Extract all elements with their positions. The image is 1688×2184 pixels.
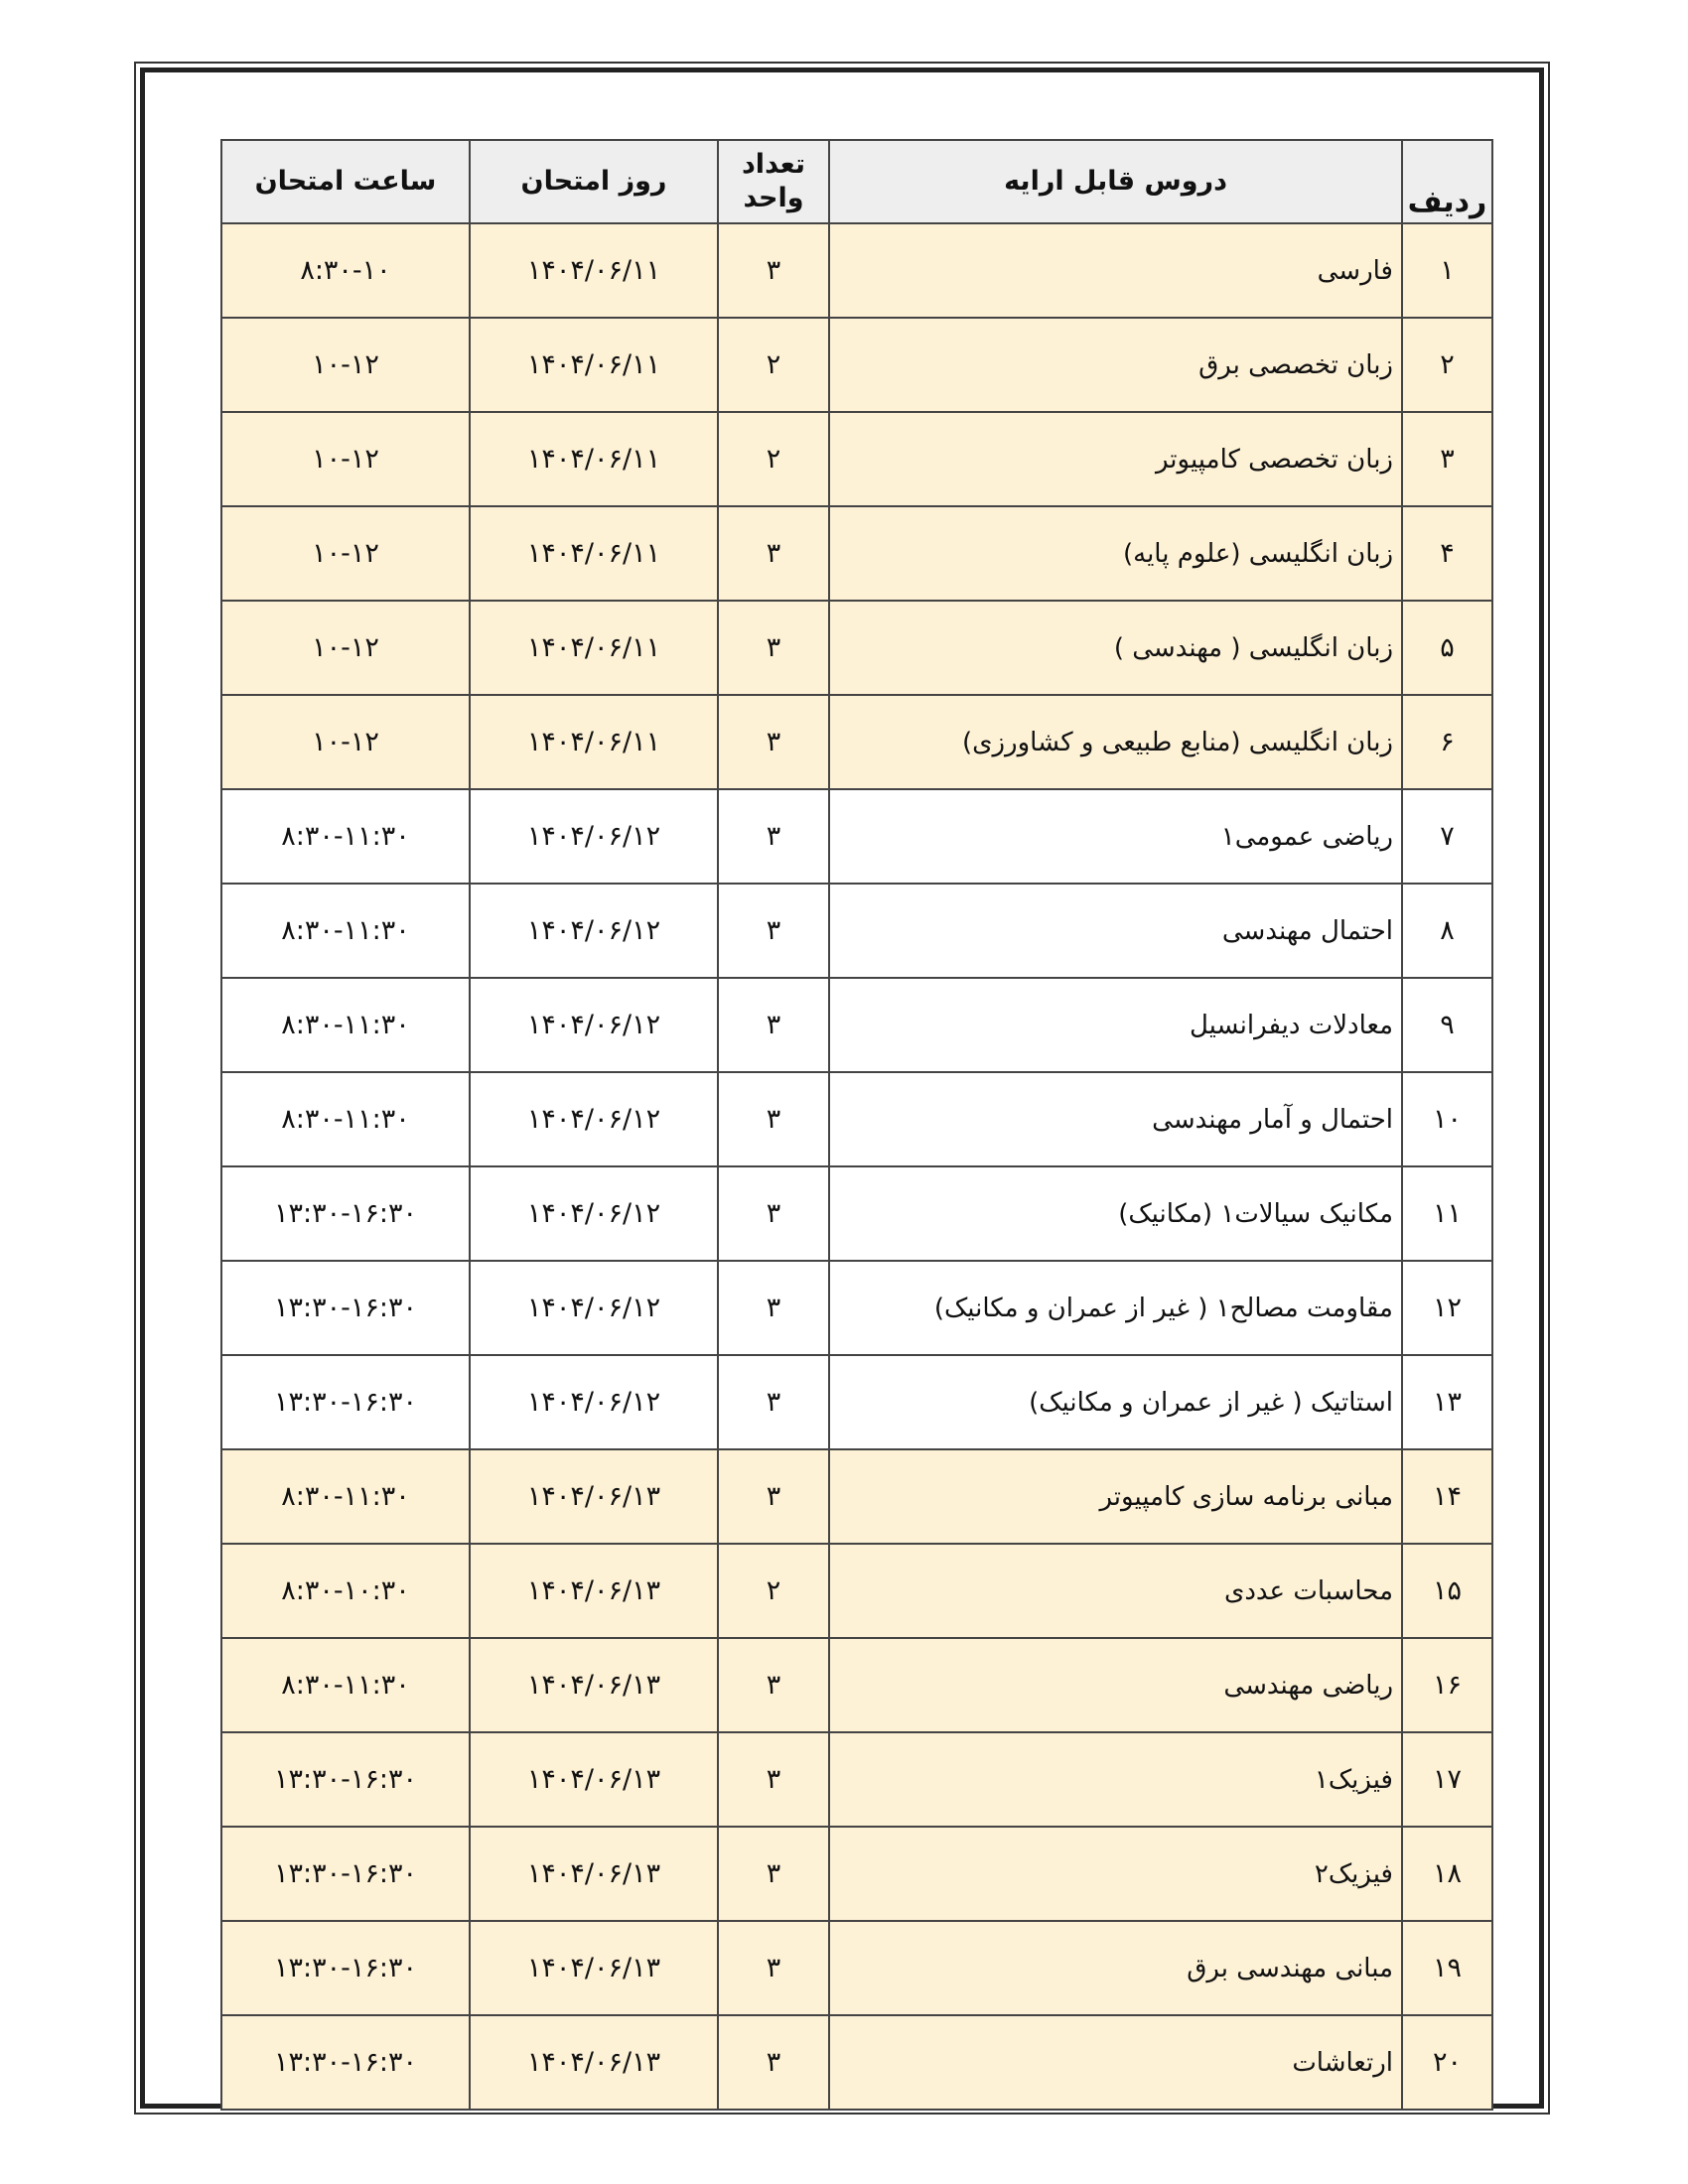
cell-exam-day: ۱۴۰۴/۰۶/۱۱ <box>470 695 718 789</box>
header-exam-day: روز امتحان <box>470 140 718 223</box>
table-row <box>221 1072 1492 1166</box>
cell-exam-time: ۱۳:۳۰-۱۶:۳۰ <box>221 1827 470 1921</box>
cell-course-title: احتمال مهندسی <box>829 884 1402 978</box>
table-row <box>221 223 1492 318</box>
cell-exam-time: ۸:۳۰-۱۱:۳۰ <box>221 978 470 1072</box>
cell-exam-day: ۱۴۰۴/۰۶/۱۲ <box>470 884 718 978</box>
cell-units: ۳ <box>718 1072 829 1166</box>
cell-units: ۳ <box>718 1827 829 1921</box>
cell-exam-day: ۱۴۰۴/۰۶/۱۲ <box>470 1355 718 1449</box>
cell-row-number: ۱۵ <box>1402 1544 1492 1638</box>
cell-course-title: مکانیک سیالات۱ (مکانیک) <box>829 1166 1402 1261</box>
cell-exam-day: ۱۴۰۴/۰۶/۱۲ <box>470 1166 718 1261</box>
cell-course-title: زبان انگلیسی (منابع طبیعی و کشاورزی) <box>829 695 1402 789</box>
cell-row-number: ۱۶ <box>1402 1638 1492 1732</box>
cell-units: ۳ <box>718 601 829 695</box>
table-row <box>221 1638 1492 1732</box>
cell-course-title: مقاومت مصالح۱ ( غیر از عمران و مکانیک) <box>829 1261 1402 1355</box>
cell-exam-day: ۱۴۰۴/۰۶/۱۱ <box>470 412 718 506</box>
cell-units: ۳ <box>718 506 829 601</box>
cell-exam-time: ۱۰-۱۲ <box>221 412 470 506</box>
cell-row-number: ۱۹ <box>1402 1921 1492 2015</box>
cell-exam-time: ۱۰-۱۲ <box>221 318 470 412</box>
cell-exam-time: ۸:۳۰-۱۱:۳۰ <box>221 789 470 884</box>
cell-course-title: فیزیک۲ <box>829 1827 1402 1921</box>
header-row-number: ردیف <box>1402 140 1492 223</box>
cell-exam-time: ۱۳:۳۰-۱۶:۳۰ <box>221 2015 470 2110</box>
cell-exam-day: ۱۴۰۴/۰۶/۱۱ <box>470 223 718 318</box>
cell-row-number: ۴ <box>1402 506 1492 601</box>
table-row <box>221 1449 1492 1544</box>
cell-exam-day: ۱۴۰۴/۰۶/۱۳ <box>470 1921 718 2015</box>
cell-course-title: استاتیک ( غیر از عمران و مکانیک) <box>829 1355 1402 1449</box>
table-row <box>221 1732 1492 1827</box>
cell-row-number: ۶ <box>1402 695 1492 789</box>
cell-exam-day: ۱۴۰۴/۰۶/۱۲ <box>470 1072 718 1166</box>
cell-course-title: احتمال و آمار مهندسی <box>829 1072 1402 1166</box>
cell-exam-time: ۸:۳۰-۱۰ <box>221 223 470 318</box>
cell-row-number: ۲ <box>1402 318 1492 412</box>
table-row <box>221 412 1492 506</box>
cell-units: ۳ <box>718 1921 829 2015</box>
cell-units: ۳ <box>718 1449 829 1544</box>
cell-row-number: ۱۱ <box>1402 1166 1492 1261</box>
table-row <box>221 601 1492 695</box>
cell-exam-day: ۱۴۰۴/۰۶/۱۳ <box>470 1732 718 1827</box>
cell-exam-time: ۸:۳۰-۱۱:۳۰ <box>221 1638 470 1732</box>
cell-row-number: ۵ <box>1402 601 1492 695</box>
cell-exam-day: ۱۴۰۴/۰۶/۱۳ <box>470 2015 718 2110</box>
table-row <box>221 1261 1492 1355</box>
table-row <box>221 695 1492 789</box>
cell-course-title: ریاضی مهندسی <box>829 1638 1402 1732</box>
cell-row-number: ۱۳ <box>1402 1355 1492 1449</box>
cell-units: ۳ <box>718 1166 829 1261</box>
table-header-row <box>221 140 1492 223</box>
cell-exam-day: ۱۴۰۴/۰۶/۱۳ <box>470 1449 718 1544</box>
cell-row-number: ۱۷ <box>1402 1732 1492 1827</box>
table-row <box>221 978 1492 1072</box>
table-row <box>221 318 1492 412</box>
cell-row-number: ۱۴ <box>1402 1449 1492 1544</box>
cell-exam-time: ۱۰-۱۲ <box>221 601 470 695</box>
table-row <box>221 1544 1492 1638</box>
cell-units: ۳ <box>718 695 829 789</box>
cell-units: ۳ <box>718 884 829 978</box>
table-row <box>221 1166 1492 1261</box>
cell-exam-day: ۱۴۰۴/۰۶/۱۱ <box>470 601 718 695</box>
table-row <box>221 789 1492 884</box>
cell-row-number: ۷ <box>1402 789 1492 884</box>
cell-units: ۳ <box>718 1261 829 1355</box>
cell-course-title: ارتعاشات <box>829 2015 1402 2110</box>
cell-course-title: زبان انگلیسی ( مهندسی ) <box>829 601 1402 695</box>
table-row <box>221 884 1492 978</box>
cell-row-number: ۱ <box>1402 223 1492 318</box>
cell-units: ۳ <box>718 223 829 318</box>
header-units: تعداد واحد <box>718 140 829 223</box>
cell-exam-day: ۱۴۰۴/۰۶/۱۱ <box>470 506 718 601</box>
cell-units: ۳ <box>718 1732 829 1827</box>
cell-row-number: ۸ <box>1402 884 1492 978</box>
cell-row-number: ۳ <box>1402 412 1492 506</box>
cell-course-title: زبان انگلیسی (علوم پایه) <box>829 506 1402 601</box>
cell-course-title: مبانی برنامه سازی کامپیوتر <box>829 1449 1402 1544</box>
cell-units: ۳ <box>718 1638 829 1732</box>
table-body <box>221 223 1492 2110</box>
cell-exam-time: ۱۰-۱۲ <box>221 695 470 789</box>
cell-units: ۲ <box>718 412 829 506</box>
table-row <box>221 506 1492 601</box>
cell-course-title: فیزیک۱ <box>829 1732 1402 1827</box>
cell-units: ۳ <box>718 978 829 1072</box>
cell-exam-day: ۱۴۰۴/۰۶/۱۳ <box>470 1544 718 1638</box>
cell-course-title: مبانی مهندسی برق <box>829 1921 1402 2015</box>
cell-course-title: محاسبات عددی <box>829 1544 1402 1638</box>
cell-units: ۳ <box>718 1355 829 1449</box>
cell-exam-day: ۱۴۰۴/۰۶/۱۲ <box>470 978 718 1072</box>
cell-row-number: ۱۰ <box>1402 1072 1492 1166</box>
cell-exam-time: ۱۰-۱۲ <box>221 506 470 601</box>
cell-exam-day: ۱۴۰۴/۰۶/۱۳ <box>470 1827 718 1921</box>
cell-units: ۳ <box>718 2015 829 2110</box>
cell-course-title: معادلات دیفرانسیل <box>829 978 1402 1072</box>
table-row <box>221 1921 1492 2015</box>
cell-units: ۲ <box>718 1544 829 1638</box>
header-exam-time: ساعت امتحان <box>221 140 470 223</box>
cell-exam-time: ۱۳:۳۰-۱۶:۳۰ <box>221 1732 470 1827</box>
cell-exam-time: ۸:۳۰-۱۱:۳۰ <box>221 1072 470 1166</box>
cell-units: ۳ <box>718 789 829 884</box>
cell-course-title: فارسی <box>829 223 1402 318</box>
exam-schedule-table <box>220 139 1493 2111</box>
cell-exam-time: ۱۳:۳۰-۱۶:۳۰ <box>221 1921 470 2015</box>
cell-exam-time: ۱۳:۳۰-۱۶:۳۰ <box>221 1166 470 1261</box>
cell-row-number: ۱۲ <box>1402 1261 1492 1355</box>
cell-course-title: زبان تخصصی برق <box>829 318 1402 412</box>
table-row <box>221 1827 1492 1921</box>
cell-exam-day: ۱۴۰۴/۰۶/۱۲ <box>470 789 718 884</box>
cell-course-title: زبان تخصصی کامپیوتر <box>829 412 1402 506</box>
cell-exam-time: ۸:۳۰-۱۱:۳۰ <box>221 884 470 978</box>
cell-row-number: ۲۰ <box>1402 2015 1492 2110</box>
cell-exam-day: ۱۴۰۴/۰۶/۱۲ <box>470 1261 718 1355</box>
cell-exam-time: ۸:۳۰-۱۱:۳۰ <box>221 1449 470 1544</box>
cell-exam-day: ۱۴۰۴/۰۶/۱۱ <box>470 318 718 412</box>
cell-row-number: ۱۸ <box>1402 1827 1492 1921</box>
cell-course-title: ریاضی عمومی۱ <box>829 789 1402 884</box>
table-row <box>221 1355 1492 1449</box>
cell-units: ۲ <box>718 318 829 412</box>
cell-exam-day: ۱۴۰۴/۰۶/۱۳ <box>470 1638 718 1732</box>
cell-exam-time: ۸:۳۰-۱۰:۳۰ <box>221 1544 470 1638</box>
cell-row-number: ۹ <box>1402 978 1492 1072</box>
cell-exam-time: ۱۳:۳۰-۱۶:۳۰ <box>221 1355 470 1449</box>
table-row <box>221 2015 1492 2110</box>
cell-exam-time: ۱۳:۳۰-۱۶:۳۰ <box>221 1261 470 1355</box>
header-course-title: دروس قابل ارایه <box>829 140 1402 223</box>
